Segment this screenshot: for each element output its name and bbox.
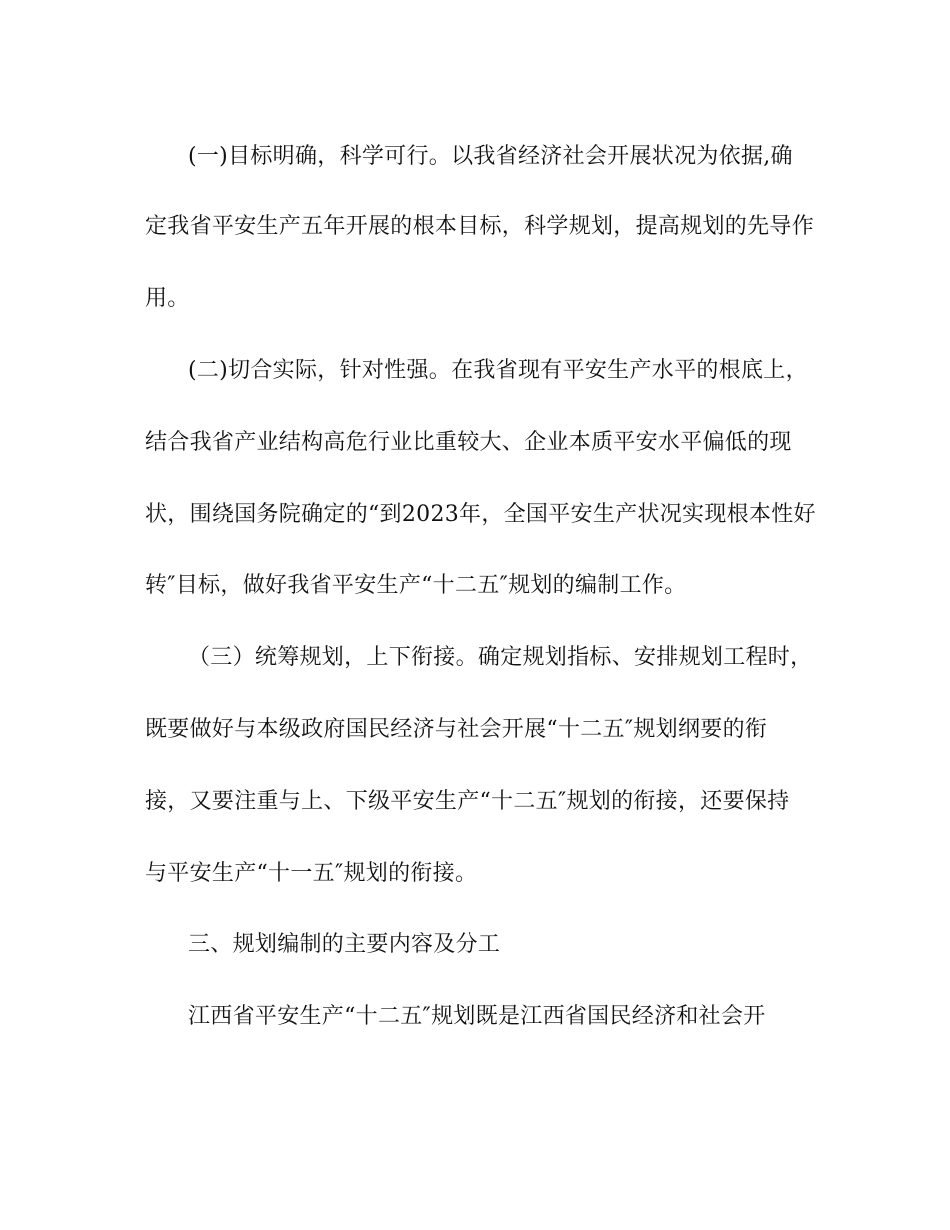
paragraph-3-line-4: 与平安生产“十一五″规划的衔接。 <box>145 861 478 886</box>
paragraph-1-line-1: (一)目标明确，科学可行。以我省经济社会开展状况为依据,确 <box>188 144 793 169</box>
paragraph-1-line-3: 用。 <box>145 286 190 311</box>
paragraph-4-line-1: 江西省平安生产“十二五″规划既是江西省国民经济和社会开 <box>188 1004 766 1029</box>
section-heading: 三、规划编制的主要内容及分工 <box>188 932 501 957</box>
paragraph-3-line-2: 既要做好与本级政府国民经济与社会开展“十二五″规划纲要的衔 <box>145 717 768 742</box>
paragraph-1-line-2: 定我省平安生产五年开展的根本目标，科学规划，提高规划的先导作 <box>145 214 815 239</box>
paragraph-2-line-4: 转″目标，做好我省平安生产“十二五″规划的编制工作。 <box>145 573 687 598</box>
paragraph-3-line-3: 接，又要注重与上、下级平安生产“十二五″规划的衔接，还要保持 <box>145 789 790 814</box>
paragraph-2-line-3: 状，围绕国务院确定的“到2023年，全国平安生产状况实现根本性好 <box>145 502 816 527</box>
paragraph-3-line-1: （三）统筹规划，上下衔接。确定规划指标、安排规划工程时， <box>188 645 813 670</box>
paragraph-2-line-1: (二)切合实际，针对性强。在我省现有平安生产水平的根底上， <box>188 358 808 383</box>
paragraph-2-line-2: 结合我省产业结构高危行业比重较大、企业本质平安水平偏低的现 <box>145 430 792 455</box>
